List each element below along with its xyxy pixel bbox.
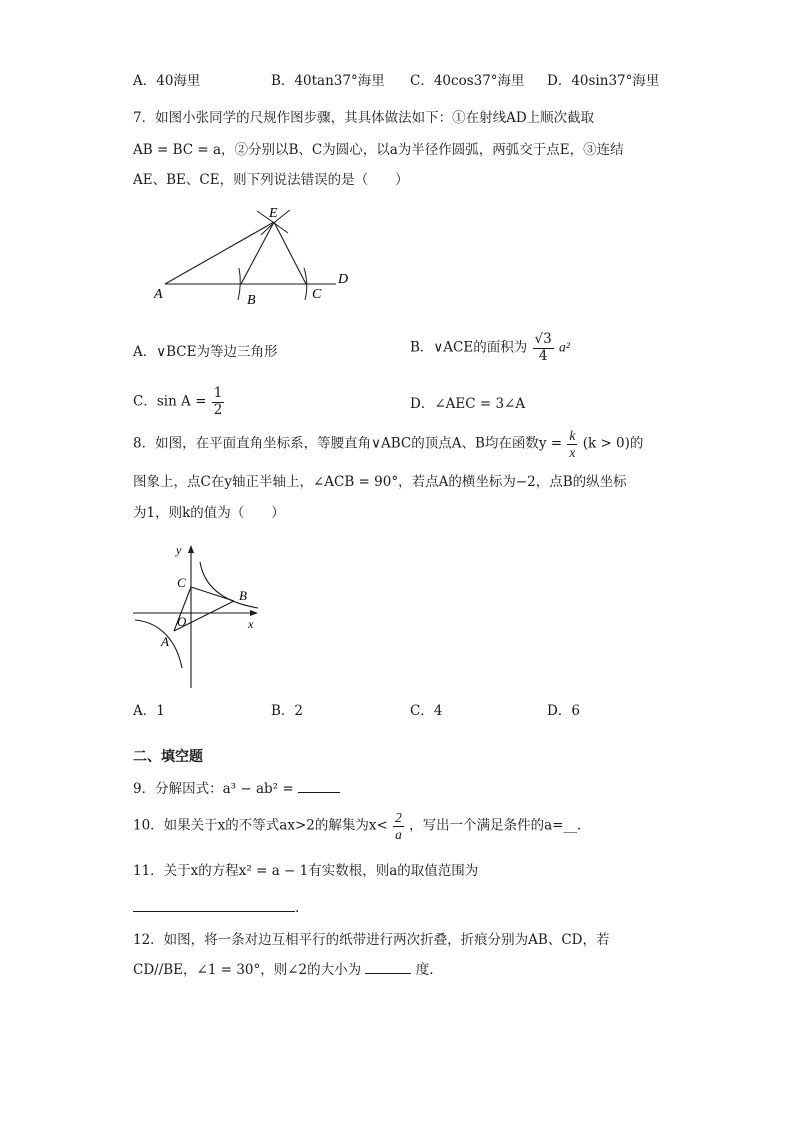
fraction-denominator: a (395, 826, 402, 842)
q8-stem-line1-text: 8．如图，在平面直角坐标系，等腰直角∨ABC的顶点A、B均在函数y = (133, 435, 563, 452)
q12-text: CD//BE，∠1 = 30°，则∠2的大小为 (133, 962, 362, 978)
fraction-denominator: 4 (538, 347, 548, 364)
q6-option-d: D．40sin37°海里 (547, 73, 660, 89)
q11-answer-blank[interactable] (133, 911, 295, 912)
q8-figure (130, 538, 270, 690)
q7-option-a: A．∨BCE为等边三角形 (133, 344, 278, 360)
q7-option-c-fraction (212, 386, 225, 418)
q8-stem-line2: 图象上，点C在y轴正半轴上，∠ACB = 90°，若点A的横坐标为−2，点B的纵坐标 (133, 474, 627, 490)
fraction-denominator: x (569, 444, 576, 460)
q7-option-d: D．∠AEC = 3∠A (410, 396, 526, 412)
x-axis-arrow-icon (250, 610, 258, 616)
section-title: 二、填空题 (133, 749, 203, 765)
q9-text: 9．分解因式：a³ − ab² = (133, 781, 294, 797)
label-x: x (248, 617, 254, 631)
q8-stem-line3: 为1，则k的值为（ ） (133, 505, 285, 521)
q12-answer-blank[interactable] (365, 973, 411, 974)
fraction-numerator: k (569, 428, 576, 443)
q8-option-c: C．4 (410, 703, 443, 719)
q7-figure (148, 200, 368, 312)
q7-option-b-fraction (533, 332, 554, 364)
label-b: B (239, 588, 247, 603)
label-c: C (177, 575, 186, 590)
label-e: E (269, 206, 278, 221)
y-axis-arrow-icon (188, 545, 194, 553)
q8-option-b: B．2 (271, 703, 304, 719)
segment-cb (191, 587, 234, 601)
hyperbola-branch-1 (200, 562, 258, 608)
q7-option-b (410, 332, 570, 364)
q7-stem-line1: 7．如图小张同学的尺规作图步骤，其具体做法如下：①在射线AD上顺次截取 (133, 110, 595, 126)
q7-option-b-tail: a² (559, 339, 570, 355)
q8-option-a: A．1 (133, 703, 165, 719)
q11-answer-line (133, 900, 299, 916)
q9 (133, 781, 340, 797)
q10-fraction (393, 810, 404, 842)
label-o: O (177, 614, 187, 629)
fraction-numerator: 2 (395, 810, 402, 825)
q6-option-b: B．40tan37°海里 (271, 73, 385, 89)
q10-tail: ，写出一个满足条件的a=__. (409, 817, 582, 834)
q11-line1: 11．关于x的方程x² = a − 1有实数根，则a的取值范围为 (133, 863, 479, 879)
q8-stem-line1-tail: (k > 0)的 (582, 435, 644, 452)
q7-option-c (133, 386, 225, 418)
q12-line1: 12．如图，将一条对边互相平行的纸带进行两次折叠，折痕分别为AB、CD，若 (133, 932, 610, 948)
q12-tail: 度. (415, 962, 434, 978)
fraction-numerator: 1 (213, 385, 223, 401)
q8-stem-line1 (133, 428, 643, 460)
fraction-denominator: 2 (213, 401, 223, 418)
q7-stem-line3: AE、BE、CE，则下列说法错误的是（ ） (133, 172, 409, 188)
q7-option-c-text: C．sin A = (133, 393, 207, 410)
q9-answer-blank[interactable] (298, 792, 340, 793)
q7-option-b-text: B．∨ACE的面积为 (410, 339, 528, 356)
q12-line2 (133, 962, 434, 978)
label-a: A (154, 287, 163, 302)
fraction-numerator: √3 (534, 331, 552, 347)
q10-text: 10．如果关于x的不等式ax>2的解集为x< (133, 817, 388, 834)
q10 (133, 810, 581, 842)
label-b: B (247, 293, 256, 308)
label-d: D (338, 272, 349, 287)
q8-option-d: D．6 (547, 703, 580, 719)
label-c: C (312, 287, 322, 302)
q11-tail: . (295, 900, 300, 916)
q6-option-c: C．40cos37°海里 (410, 73, 525, 89)
q8-function-fraction (567, 428, 577, 460)
label-y: y (176, 543, 182, 557)
q6-option-a: A．40海里 (133, 73, 201, 89)
label-a: A (161, 634, 169, 649)
q7-stem-line2: AB = BC = a，②分别以B、C为圆心，以a为半径作圆弧，两弧交于点E，③连结 (133, 142, 624, 158)
segment-ce (274, 222, 306, 284)
